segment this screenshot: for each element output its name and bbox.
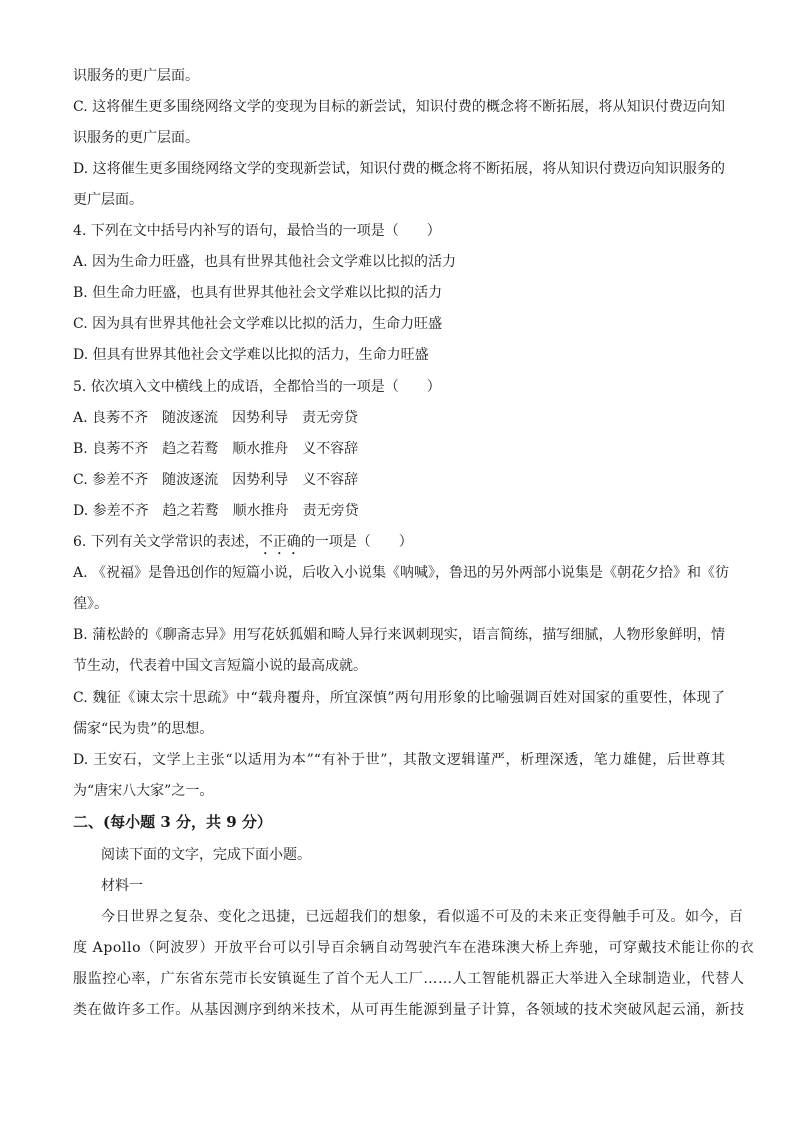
q4-option-d: D. 但具有世界其他社会文学难以比拟的活力，生命力旺盛	[73, 347, 429, 363]
q6-emphasis: 不正确	[258, 534, 301, 550]
section-instruction: 阅读下面的文字，完成下面小题。	[101, 847, 311, 863]
question-4: 4. 下列在文中括号内补写的语句，最恰当的一项是（ ）	[73, 223, 441, 239]
text-line: 识服务的更广层面。	[73, 130, 199, 146]
text-line: 识服务的更广层面。	[73, 68, 199, 84]
option-c-line: C. 这将催生更多围绕网络文学的变现为目标的新尝试，知识付费的概念将不断拓展，将从知识付费迈向知	[73, 99, 725, 115]
q5-option-b: B. 良莠不齐 趋之若鹜 顺水推舟 义不容辞	[73, 441, 359, 457]
option-d-line: D. 这将催生更多围绕网络文学的变现新尝试，知识付费的概念将不断拓展，将从知识付费迈向知识服务的	[73, 161, 725, 177]
q6-option-c: C. 魏征《谏太宗十思疏》中“载舟覆舟，所宜深慎”两句用形象的比喻强调百姓对国家的重要性，体现了	[73, 690, 725, 706]
q5-option-c: C. 参差不齐 随波逐流 因势利导 义不容辞	[73, 472, 359, 488]
q4-option-c: C. 因为具有世界其他社会文学难以比拟的活力，生命力旺盛	[73, 316, 443, 332]
q6-option-a: A. 《祝福》是鲁迅创作的短篇小说，后收入小说集《呐喊》，鲁迅的另外两部小说集是《朝花夕拾》和《彷	[73, 565, 730, 581]
text-line: 儒家“民为贵”的思想。	[73, 721, 214, 737]
q6-option-b: B. 蒲松龄的《聊斋志异》用写花妖狐媚和畸人异行来讽刺现实，语言简练，描写细腻，人物形象鲜明，情	[73, 627, 725, 643]
q6-suffix: 的一项是（ ）	[300, 534, 413, 550]
question-5: 5. 依次填入文中横线上的成语，全都恰当的一项是（ ）	[73, 379, 441, 395]
q5-option-a: A. 良莠不齐 随波逐流 因势利导 责无旁贷	[73, 410, 359, 426]
text-line: 徨》。	[73, 596, 108, 612]
text-line: 更广层面。	[73, 192, 143, 208]
text-line: 节生动，代表着中国文言短篇小说的最高成就。	[73, 658, 367, 674]
q4-option-b: B. 但生命力旺盛，也具有世界其他社会文学难以比拟的活力	[73, 285, 443, 301]
section-heading: 二、(每小题 3 分，共 9 分）	[73, 813, 272, 831]
text-line: 为“唐宋八大家”之一。	[73, 783, 214, 799]
q6-prefix: 6. 下列有关文学常识的表述，	[73, 534, 259, 550]
material-title: 材料一	[101, 878, 143, 894]
q4-option-a: A. 因为生命力旺盛，也具有世界其他社会文学难以比拟的活力	[73, 254, 457, 270]
material-line: 度 Apollo（阿波罗）开放平台可以引导百余辆自动驾驶汽车在港珠澳大桥上奔驰，可穿戴技术能让你的衣	[73, 940, 755, 956]
q6-option-d: D. 王安石，文学上主张“以适用为本”“有补于世”，其散文逻辑谨严，析理深透，笔力雄健，后世尊其	[73, 752, 725, 768]
question-6	[73, 532, 725, 552]
material-line: 服监控心率，广东省东莞市长安镇诞生了首个无人工厂……人工智能机器正大举进入全球制造业，代替人	[73, 971, 745, 987]
material-line: 类在做许多工作。从基因测序到纳米技术，从可再生能源到量子计算，各领域的技术突破风起云涌，新技	[73, 1002, 745, 1018]
material-line: 今日世界之复杂、变化之迅捷，已远超我们的想象，看似遥不可及的未来正变得触手可及。如今，百	[101, 909, 744, 925]
q5-option-d: D. 参差不齐 趋之若鹜 顺水推舟 责无旁贷	[73, 503, 359, 519]
